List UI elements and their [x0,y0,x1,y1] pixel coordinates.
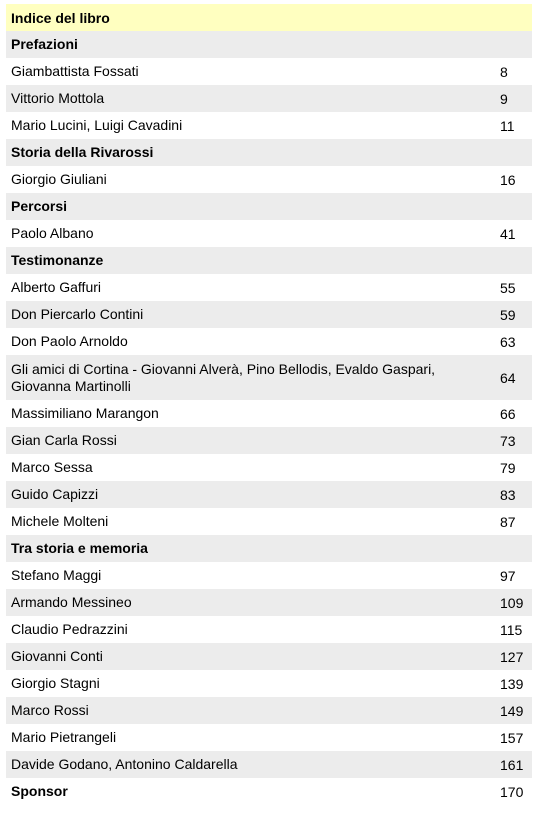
page-number: 127 [500,648,524,665]
entry-author: Giorgio Stagni [11,675,100,691]
toc-entry-row [6,616,532,643]
page-number: 11 [500,117,515,134]
page-number: 59 [500,306,516,323]
toc-entry-row [6,220,532,247]
entry-author: Gian Carla Rossi [11,432,117,448]
entry-author: Paolo Albano [11,225,94,241]
page-number: 66 [500,405,516,422]
entry-author: Michele Molteni [11,513,109,529]
toc-entry-row [6,697,532,724]
page-number: 73 [500,432,516,449]
toc-entry-row [6,589,532,616]
toc-section-row [6,247,532,274]
toc-section-row [6,139,532,166]
section-title: Percorsi [11,198,68,214]
entry-author: Massimiliano Marangon [11,405,159,421]
entry-author: Guido Capizzi [11,486,99,502]
entry-author: Gli amici di Cortina - Giovanni Alverà, Pino Bellodis, Evaldo Gaspari, Giovanna Martinolli [11,360,436,394]
entry-author: Alberto Gaffuri [11,279,102,295]
entry-author: Stefano Maggi [11,567,102,583]
toc-section-row [6,31,532,58]
page-number: 170 [500,783,524,800]
entry-author: Don Paolo Arnoldo [11,333,128,349]
page-number: 16 [500,171,516,188]
page-number: 41 [500,225,516,242]
page-number: 9 [500,90,508,107]
toc-entry-row [6,274,532,301]
toc-entry-row [6,670,532,697]
toc-entry-row [6,400,532,427]
toc-entry-row [6,112,532,139]
toc-section-row [6,193,532,220]
page-number: 161 [500,756,524,773]
toc-section-row [6,535,532,562]
toc-entry-row [6,454,532,481]
page-number: 87 [500,513,516,530]
page-number: 79 [500,459,516,476]
entry-author: Giovanni Conti [11,648,103,664]
toc-rows [6,31,532,805]
toc-entry-row [6,427,532,454]
page-number: 157 [500,729,524,746]
toc-entry-row [6,643,532,670]
page-number: 8 [500,63,508,80]
entry-author: Vittorio Mottola [11,90,105,106]
toc-entry-row [6,301,532,328]
toc-entry-row [6,481,532,508]
section-title: Storia della Rivarossi [11,144,154,160]
section-title: Testimonanze [11,252,104,268]
page-number: 55 [500,279,516,296]
toc-entry-row [6,751,532,778]
entry-author: Don Piercarlo Contini [11,306,144,322]
entry-author: Giorgio Giuliani [11,171,107,187]
toc-section-row [6,778,532,805]
page-number: 64 [500,369,516,386]
entry-author: Giambattista Fossati [11,63,139,79]
toc-entry-row [6,355,532,400]
page-number: 139 [500,675,524,692]
toc-entry-row [6,562,532,589]
entry-author: Marco Sessa [11,459,93,475]
page-number: 97 [500,567,516,584]
toc-entry-row [6,508,532,535]
entry-author: Davide Godano, Antonino Caldarella [11,756,238,772]
toc-entry-row [6,328,532,355]
toc-title: Indice del libro [6,4,532,31]
page-number: 63 [500,333,516,350]
section-title: Prefazioni [11,36,78,52]
toc-entry-row [6,724,532,751]
entry-author: Mario Lucini, Luigi Cavadini [11,117,183,133]
section-title: Tra storia e memoria [11,540,148,556]
entry-author: Armando Messineo [11,594,132,610]
page-number: 115 [500,621,523,638]
page-number: 109 [500,594,524,611]
entry-author: Mario Pietrangeli [11,729,117,745]
toc-entry-row [6,58,532,85]
page-number: 83 [500,486,516,503]
entry-author: Marco Rossi [11,702,89,718]
table-of-contents [6,4,532,805]
page-number: 149 [500,702,524,719]
entry-author: Claudio Pedrazzini [11,621,128,637]
section-title: Sponsor [11,783,68,799]
toc-entry-row [6,166,532,193]
toc-entry-row [6,85,532,112]
